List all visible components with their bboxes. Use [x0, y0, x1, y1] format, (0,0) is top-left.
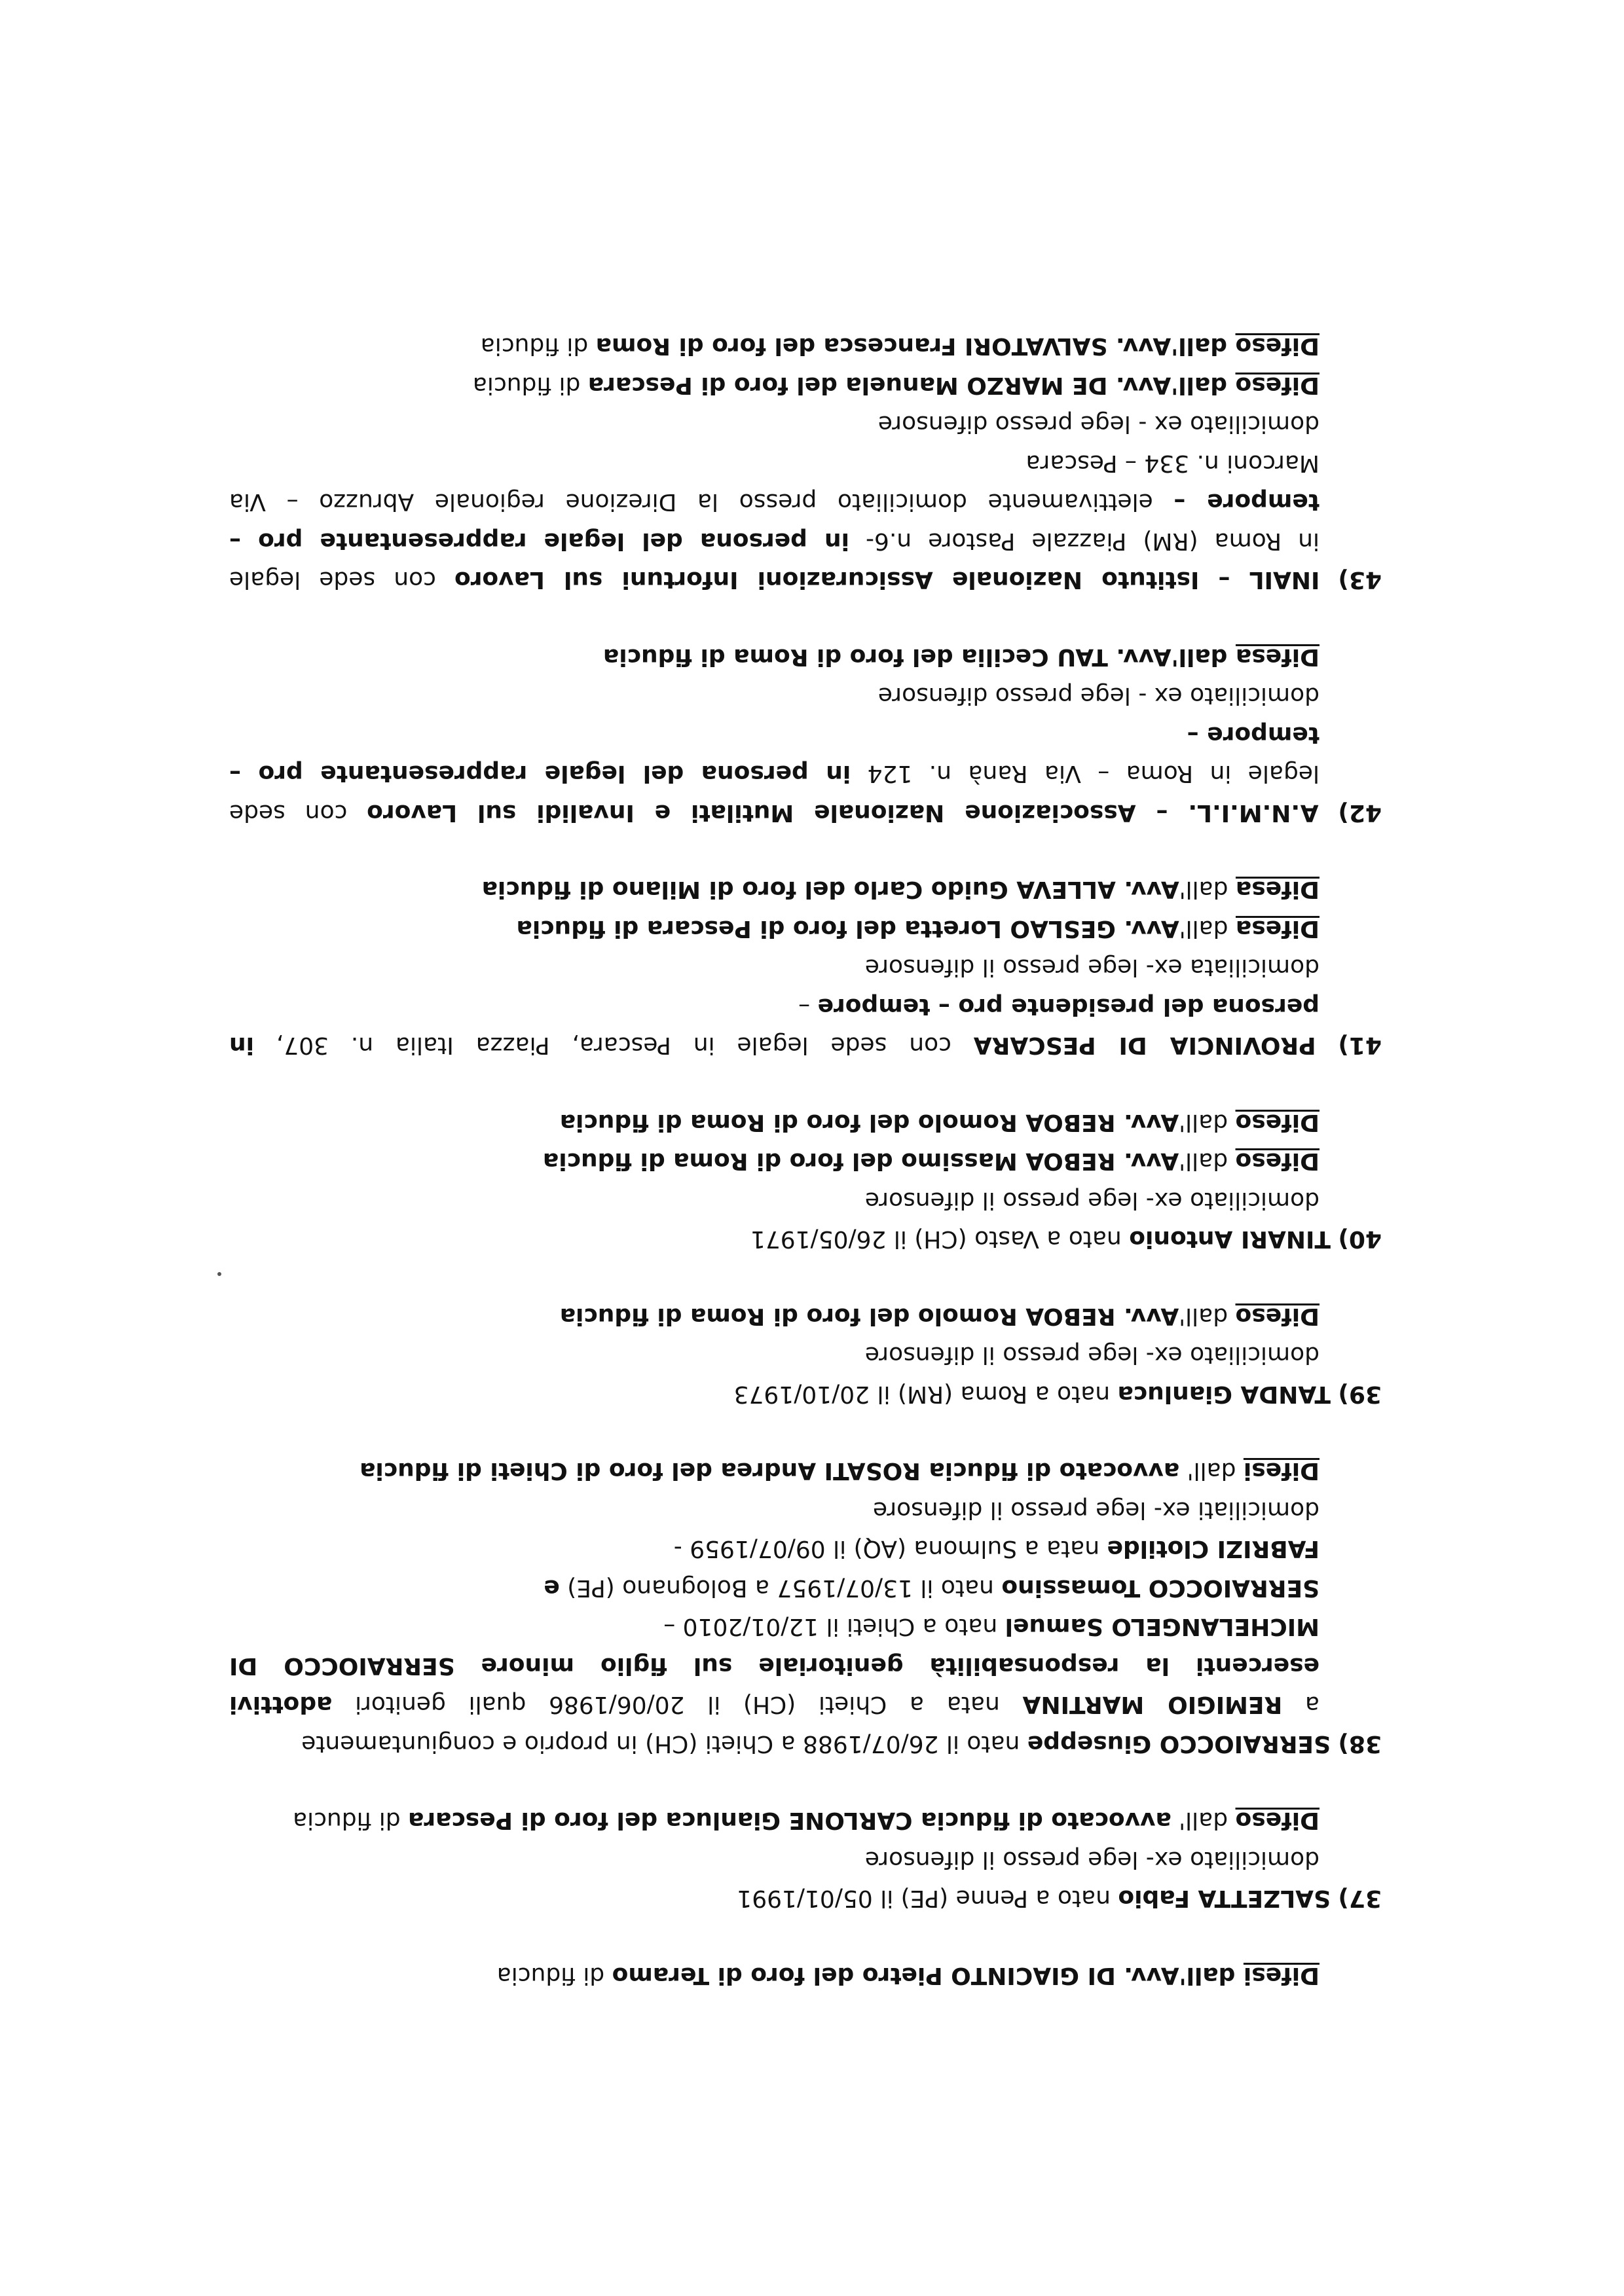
defense-counsel: dall'Avv. TAU Cecilia del foro di Roma di fiducia: [602, 644, 1236, 670]
domicile-line: domiciliati ex- lege presso il difensore: [872, 1497, 1320, 1523]
defense-suffix: di fiducia: [480, 333, 596, 360]
representative: in persona del legale rappresentante pro –: [229, 528, 849, 555]
entry-heading: [229, 560, 1382, 600]
party-line-2: [229, 522, 1382, 561]
defense-label: Difesa: [1235, 644, 1320, 670]
entry-heading: [229, 1026, 1382, 1065]
defense-label: Difesa: [1235, 915, 1320, 942]
domicile-line: domiciliato ex - lege presso difensore: [877, 682, 1320, 710]
party-name: SALZETTA Fabio: [1118, 1885, 1331, 1912]
party-details: con sede: [229, 799, 367, 826]
defense-prefix: dall': [1179, 1109, 1236, 1136]
party-details: nato a Penne (PE) il 05/01/1991: [737, 1885, 1118, 1912]
text-run: nata a Chieti (CH) il 20/06/1986 quali genitori: [332, 1691, 1023, 1719]
entry-42: [229, 638, 1382, 833]
defense-prefix: dall': [1179, 1303, 1236, 1330]
defense-label: Difesa: [1235, 876, 1320, 903]
defense-prefix: dall': [1179, 1457, 1244, 1485]
entry-36-tail: [229, 1956, 1382, 1995]
defense-counsel: Avv. REBOA Massimo del foro di Roma di fiducia: [543, 1148, 1179, 1175]
defense-counsel: Avv. REBOA Romolo del foro di Roma di fiducia: [559, 1303, 1179, 1330]
party-line-3: tempore –: [1187, 721, 1320, 748]
text-run: in: [229, 1032, 254, 1059]
party-line-2: [229, 754, 1382, 793]
defense-line: [229, 870, 1382, 909]
defense-counsel: avvocato di fiducia ROSATI Andrea del foro di Chieti di fiducia: [360, 1457, 1180, 1485]
party-name: SERRAIOCCO Tomassino: [1001, 1575, 1320, 1601]
defense-line: [229, 1297, 1382, 1336]
entry-40: [229, 1103, 1382, 1259]
representative: persona del presidente pro – tempore: [817, 993, 1320, 1020]
defense-suffix: di fiducia: [472, 372, 588, 399]
representative: in persona del legale rappresentante pro –: [229, 760, 851, 788]
defense-line: [229, 638, 1382, 677]
defense-line: [229, 1451, 1382, 1491]
representative: tempore –: [1173, 488, 1320, 516]
entry-number: 37): [1338, 1885, 1382, 1912]
party-name: TANDA Gianluca: [1117, 1381, 1331, 1408]
entry-heading: [229, 1220, 1382, 1259]
defense-counsel: avvocato di fiducia CARLONE Gianluca del foro di Pescara: [408, 1807, 1172, 1834]
defense-label: Difeso: [1235, 1303, 1320, 1330]
party-details: con sede legale in Pescara, Piazza Italia n. 307,: [253, 1032, 974, 1059]
entry-number: 42): [1338, 799, 1382, 826]
entry-heading: [229, 793, 1382, 833]
text-run: adottivi: [229, 1691, 333, 1719]
party-details: nato a Roma (RM) il 20/10/1973: [733, 1381, 1118, 1408]
defense-prefix: dall': [1179, 876, 1236, 903]
defense-counsel: Avv. ALLEVA Guido Carlo del foro di Milano di fiducia: [481, 876, 1179, 903]
party-line-5: [229, 1569, 1382, 1608]
defense-label: Difeso: [1235, 372, 1320, 399]
party-line-2: [229, 987, 1382, 1027]
defense-line: [229, 1103, 1382, 1142]
defense-label: Difesi: [1243, 1457, 1320, 1485]
defense-line: [229, 1801, 1382, 1840]
defense-label: Difeso: [1235, 1148, 1320, 1175]
defense-line: [229, 909, 1382, 949]
defense-prefix: dall': [1179, 915, 1236, 942]
entry-number: 40): [1338, 1226, 1382, 1253]
domicile-line: domiciliato ex - lege presso difensore: [877, 410, 1320, 438]
party-details: con sede legale: [229, 566, 454, 594]
domicile-line: domiciliato ex- lege presso il difensore: [864, 1187, 1320, 1214]
party-name: TINARI Antonio: [1129, 1226, 1331, 1253]
scan-speck: [217, 1272, 221, 1276]
party-details: nato il 26/07/1988 a Chieti (CH) in proprio e congiuntamente: [301, 1730, 1027, 1757]
party-line-6: [229, 1529, 1382, 1569]
entry-number: 43): [1338, 566, 1382, 594]
defense-label: Difeso: [1235, 333, 1320, 360]
defense-counsel: dall'Avv. DI GIACINTO Pietro del foro di Teramo: [612, 1962, 1244, 1989]
party-name: MICHELANGELO Samuel: [1005, 1613, 1320, 1641]
defense-line: [229, 1142, 1382, 1181]
entry-41: [229, 870, 1382, 1065]
domicile-line: domiciliato ex- lege presso il difensore: [864, 1341, 1320, 1369]
party-details: nato a Vasto (CH) il 26/05/1971: [750, 1226, 1130, 1253]
party-name: A.N.M.I.L. – Associazione Nazionale Mutilati e Invalidi sul Lavoro: [367, 799, 1319, 826]
defense-prefix: dall': [1179, 1148, 1236, 1175]
party-line-3: [229, 483, 1382, 522]
entry-heading: [229, 1724, 1382, 1764]
defense-suffix: di fiducia: [496, 1962, 612, 1989]
entry-number: 38): [1338, 1730, 1382, 1757]
party-name: PROVINCIA DI PESCARA: [973, 1032, 1316, 1059]
entry-number: 39): [1338, 1381, 1382, 1408]
entry-43: [229, 327, 1382, 600]
text-run: legale in Roma – Via Ranà n. 124: [851, 760, 1320, 788]
document-body: [229, 289, 1382, 1995]
entry-38: [229, 1451, 1382, 1763]
defense-line: [229, 1956, 1382, 1995]
domicile-line: domiciliato ex- lege presso il difensore: [864, 1846, 1320, 1873]
defense-counsel: dall'Avv. DE MARZO Manuela del foro di Pescara: [587, 372, 1236, 399]
domicile-line: domiciliata ex- lege presso il difensore: [864, 954, 1320, 981]
defense-label: Difeso: [1235, 1807, 1320, 1834]
entry-heading: [229, 1375, 1382, 1414]
text-run: e: [544, 1575, 560, 1601]
entry-number: 41): [1338, 1032, 1382, 1059]
entry-37: [229, 1801, 1382, 1918]
party-name: REMIGIO MARTINA: [1022, 1691, 1283, 1719]
defense-line: [229, 366, 1382, 405]
entry-heading: [229, 1879, 1382, 1918]
defense-label: Difeso: [1235, 1109, 1320, 1136]
party-line-3: esercenti la responsabilità genitoriale sul figlio minore SERRAIOCCO DI: [229, 1652, 1320, 1679]
party-name: INAIL – Istituto Nazionale Assicurazioni Infortuni sul Lavoro: [454, 566, 1320, 594]
defense-prefix: dall': [1171, 1807, 1236, 1834]
entry-39: [229, 1297, 1382, 1414]
party-line-4: [229, 1607, 1382, 1647]
party-name: FABRIZI Clotilde: [1107, 1535, 1320, 1563]
defense-counsel: Avv. REBOA Romolo del foro di Roma di fiducia: [559, 1109, 1179, 1136]
text-run: nato il 13/07/1957 a Bolognano (PE): [559, 1575, 1002, 1601]
text-run: –: [798, 993, 818, 1020]
defense-counsel: Avv. GESLAO Loretta del foro di Pescara di fiducia: [516, 915, 1179, 942]
text-run: in Roma (RM) Piazzale Pastore n.6-: [849, 528, 1320, 555]
text-run: nato a Chieti il 12/01/2010 –: [663, 1613, 1005, 1641]
party-line-4: Marconi n. 334 – Pescara: [1025, 450, 1320, 477]
defense-counsel: dall'Avv. SALVATORI Francesca del foro di Roma: [595, 333, 1236, 360]
text-run: elettivamente domiciliato presso la Direzione regionale Abruzzo – Via: [229, 488, 1174, 516]
defense-label: Difesi: [1243, 1962, 1320, 1989]
text-run: nata a Sulmona (AQ) il 09/07/1959 -: [673, 1535, 1107, 1563]
text-run: a: [1282, 1691, 1320, 1719]
party-line-2: [229, 1685, 1382, 1724]
defense-line: [229, 327, 1382, 366]
defense-suffix: di fiducia: [293, 1807, 409, 1834]
party-name: SERRAIOCCO Giuseppe: [1027, 1730, 1331, 1757]
